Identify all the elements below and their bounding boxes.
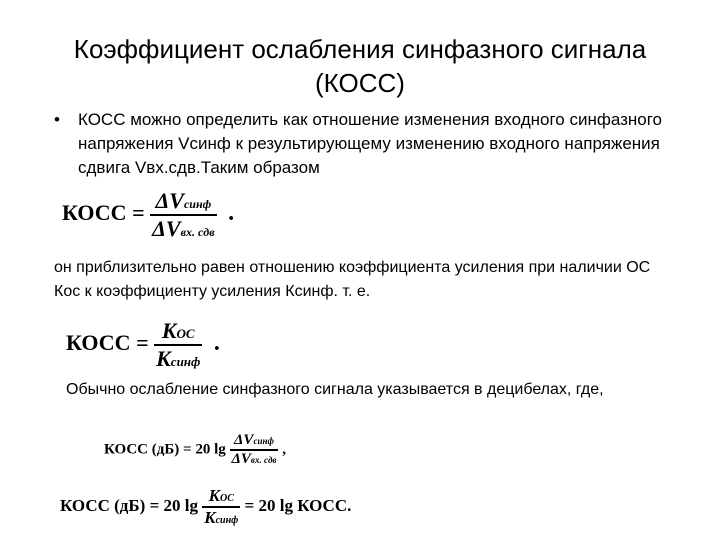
fraction-numerator: ΔVсинф — [150, 188, 216, 216]
slide-title-line-1: Коэффициент ослабления синфазного сигнала — [73, 34, 647, 64]
fraction-denominator: Kсинф — [156, 346, 201, 371]
paragraph-decibels: Обычно ослабление синфазного сигнала указывается в децибелах, где, — [66, 381, 604, 398]
fraction — [154, 318, 202, 372]
formula-equals: = — [149, 495, 160, 515]
formula-equals: = — [136, 330, 149, 356]
formula-lhs: КОСС (дБ) — [60, 495, 146, 515]
formula-end: . — [213, 330, 220, 357]
fraction-denominator: ΔVвх. сдв — [152, 216, 215, 241]
formula-kocc-ratio-gain — [66, 318, 220, 372]
formula-coefficient: 20 lg — [163, 495, 198, 515]
fraction — [230, 432, 279, 468]
fraction — [150, 188, 216, 242]
slide-title — [0, 32, 720, 100]
formula-lhs: КОСС — [62, 200, 127, 226]
formula-lhs: КОСС (дБ) — [104, 441, 180, 458]
fraction-denominator: Kсинф — [204, 508, 239, 527]
formula-end: , — [282, 441, 286, 458]
fraction-denominator: ΔVвх. сдв — [231, 451, 277, 467]
slide-title-line-2: (КОСС) — [315, 68, 405, 98]
formula-end: . — [228, 200, 235, 227]
fraction — [202, 486, 240, 528]
bullet-text: КОСС можно определить как отношение изменения входного синфазного напряжения Vсинф к результирующему изменению входного напряжения сдвига Vвх.сдв.Таким образом — [78, 110, 663, 177]
formula-kocc-ratio-voltage — [62, 188, 234, 242]
fraction-numerator: KОС — [202, 486, 240, 508]
formula-coefficient: 20 lg — [195, 441, 226, 458]
formula-rhs: 20 lg КОСС. — [258, 495, 352, 515]
formula-equals: = — [132, 200, 145, 226]
formula-equals-2: = — [244, 495, 255, 515]
formula-lhs: КОСС — [66, 330, 131, 356]
bullet-marker: • — [54, 110, 60, 129]
fraction-numerator: KОС — [154, 318, 202, 346]
formula-kocc-db-voltage — [104, 432, 286, 468]
formula-kocc-db-gain — [60, 486, 351, 528]
fraction-numerator: ΔVсинф — [230, 432, 279, 451]
paragraph-gain-ratio: он приблизительно равен отношению коэффициента усиления при наличии ОС Кос к коэффициенту усиления Ксинф. т. е. — [54, 259, 651, 300]
formula-equals: = — [183, 441, 192, 458]
